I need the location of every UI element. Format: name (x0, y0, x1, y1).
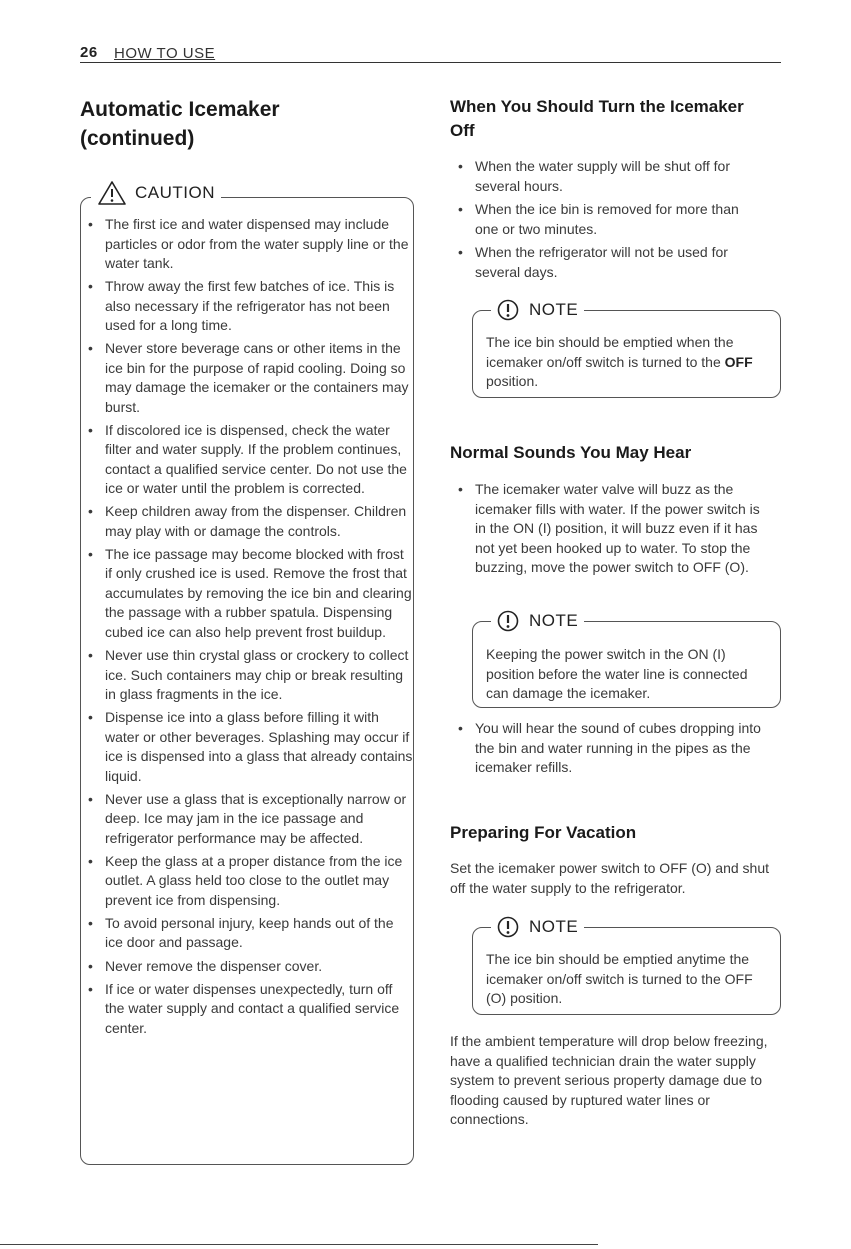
note-text-part: position. (486, 373, 539, 389)
page-header (80, 44, 781, 63)
vacation-heading: Preparing For Vacation (450, 823, 637, 842)
sounds-item: • You will hear the sound of cubes dropping into the bin and water running in the pipes as the icemaker refills. (450, 719, 770, 778)
note-text: The ice bin should be emptied anytime the icemaker on/off switch is turned to the OFF (O) position. (486, 951, 753, 1006)
sounds-list (450, 719, 770, 778)
note-text (486, 333, 778, 392)
turn-off-item: • When the refrigerator will not be used for several days. (450, 243, 762, 282)
exclamation-circle-icon (497, 298, 519, 322)
caution-item: • Never use a glass that is exceptionally narrow or deep. Ice may jam in the ice passage and refrigerator performance may be affected. (80, 790, 414, 849)
caution-item: • Dispense ice into a glass before filling it with water or other beverages. Splashing may occur if ice is dispensed into a glass that already contains liquid. (80, 708, 414, 786)
warning-triangle-icon (97, 180, 127, 206)
exclamation-circle-icon (497, 609, 519, 633)
caution-item: • Never remove the dispenser cover. (80, 957, 414, 977)
note-label: NOTE (529, 300, 579, 319)
page-title (80, 95, 414, 153)
sounds-heading: Normal Sounds You May Hear (450, 443, 692, 462)
caution-item: • Throw away the first few batches of ice. This is also necessary if the refrigerator has not been used for a long time. (80, 277, 414, 336)
left-column (80, 95, 414, 153)
note-text-part: The ice bin should be emptied when the icemaker on/off switch is turned to the (486, 334, 734, 370)
exclamation-circle-icon (497, 915, 519, 939)
caution-item: • If discolored ice is dispensed, check the water filter and water supply. If the problem continues, contact a qualified service center. Do not use the ice or water until the problem is corrected. (80, 421, 414, 499)
footer-divider (0, 1244, 598, 1245)
vacation-outro: If the ambient temperature will drop below freezing, have a qualified technician drain the water supply system to prevent serious property damage due to flooding caused by ruptured water lines or connections. (450, 1033, 768, 1127)
page-number: 26 (80, 44, 98, 61)
caution-item: • Keep the glass at a proper distance from the ice outlet. A glass held too close to the outlet may prevent ice from dispensing. (80, 852, 414, 911)
vacation-intro: Set the icemaker power switch to OFF (O) and shut off the water supply to the refrigerator. (450, 860, 770, 896)
caution-item: • Keep children away from the dispenser. Children may play with or damage the controls. (80, 502, 414, 541)
caution-heading (91, 180, 221, 206)
turn-off-section (450, 95, 782, 282)
note-heading (491, 915, 584, 939)
note-text: Keeping the power switch in the ON (I) position before the water line is connected can damage the icemaker. (486, 646, 748, 701)
caution-item: • Never use thin crystal glass or crockery to collect ice. Such containers may chip or break resulting in glass fragments in the ice. (80, 646, 414, 705)
sounds-list (450, 480, 770, 578)
turn-off-list (450, 157, 762, 282)
note-heading (491, 298, 584, 322)
caution-item: • Never store beverage cans or other items in the ice bin for the purpose of rapid cooling. Doing so may damage the icemaker or the containers may burst. (80, 339, 414, 417)
caution-label: CAUTION (135, 183, 215, 202)
page-title-line1: Automatic Icemaker (80, 98, 280, 121)
turn-off-item: • When the water supply will be shut off for several hours. (450, 157, 762, 196)
note-label: NOTE (529, 611, 579, 630)
turn-off-heading-line1: When You Should Turn the Icemaker (450, 97, 744, 116)
caution-item: • If ice or water dispenses unexpectedly, turn off the water supply and contact a qualified service center. (80, 980, 414, 1039)
turn-off-heading (450, 95, 782, 143)
caution-item: • The ice passage may become blocked with frost if only crushed ice is used. Remove the frost that accumulates by removing the ice bin and clearing the passage with a rubber spatula. Dispensing cubed ice can also help prevent frost buildup. (80, 545, 414, 643)
caution-list (80, 215, 414, 1042)
note-heading (491, 609, 584, 633)
section-title: HOW TO USE (114, 45, 216, 62)
caution-item: • To avoid personal injury, keep hands out of the ice door and passage. (80, 914, 414, 953)
page-title-line2: (continued) (80, 127, 195, 150)
sounds-item: • The icemaker water valve will buzz as the icemaker fills with water. If the power switch is in the ON (I) position, it will buzz even if it has not yet been hooked up to water. To stop the buzzing, move the power switch to OFF (O). (450, 480, 770, 578)
note-text-bold: OFF (724, 353, 753, 370)
turn-off-heading-line2: Off (450, 121, 475, 140)
turn-off-item: • When the ice bin is removed for more than one or two minutes. (450, 200, 762, 239)
caution-item: • The first ice and water dispensed may include particles or odor from the water supply line or the water tank. (80, 215, 414, 274)
note-label: NOTE (529, 917, 579, 936)
